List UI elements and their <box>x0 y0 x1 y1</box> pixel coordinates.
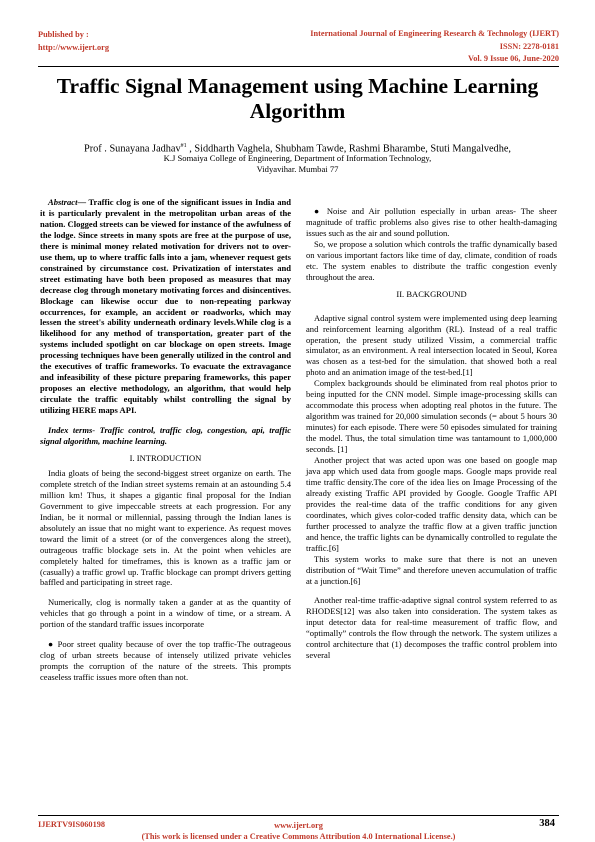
affiliation-line-1: K.J Somaiya College of Engineering, Department of Information Technology, <box>163 153 432 163</box>
header-publisher <box>38 28 109 54</box>
header-url-link[interactable]: http://www.ijert.org <box>38 43 109 52</box>
intro-bullet-2: ● Noise and Air pollution especially in urban areas- The sheer magnitude of traffic problems also gives rise to other health-damaging issues such as the air and sound pollution. <box>306 206 557 238</box>
left-column <box>40 197 291 683</box>
footer-rule <box>38 815 559 816</box>
paper-title: Traffic Signal Management using Machine Learning Algorithm <box>56 74 539 123</box>
background-paragraph-1: Adaptive signal control system were implemented using deep learning and reinforcement learning algorithm (RL). Instead of a real traffic operation, the present study utilized Vissim, a commercial traffic simulator, as an environment. A real intersection located in Seoul, Korea was chosen as a test-bed for the simulation. that showed both a real photo and an animation image of the test-bed.[1] <box>306 312 557 378</box>
header-issn: ISSN: 2278-0181 <box>499 41 559 51</box>
other-authors: , Siddharth Vaghela, Shubham Tawde, Rashmi Bharambe, Stuti Mangalvedhe, <box>186 143 511 155</box>
background-paragraph-4: This system works to make sure that there is not an uneven distribution of “Wait Time” and therefore uneven accumulation of traffic at a junction.[6] <box>306 553 557 586</box>
intro-paragraph-2: Numerically, clog is normally taken a gander at as the quantity of vehicles that go through a point in a window of time, or a stream. A portion of the standard traffic issues incorporate <box>40 597 291 630</box>
intro-paragraph-3: So, we propose a solution which controls the traffic dynamically based on various important factors like time of day, climate, condition of roads etc. The system enables to distribute the traffic congestion evenly throughout the area. <box>306 238 557 282</box>
author-superscript: #1 <box>180 143 187 149</box>
page-number: 384 <box>539 818 555 829</box>
footer-paper-id: IJERTV9IS060198 <box>38 820 106 829</box>
header-rule <box>38 66 559 67</box>
background-paragraph-2: Complex backgrounds should be eliminated from real photos prior to being inputted for the CNN model. Simple image-processing skills can accommodate this process when adopting real photos in the future. The algorithm was trained for 20,000 simulation seconds (= about 5 hours 30 minutes) for each episode. There were 50 episodes simulated for training the model. Thus, the total simulation time was tantamount to 1,000,000 seconds. [1] <box>306 378 557 455</box>
first-author: Prof . Sunayana Jadhav <box>84 143 181 155</box>
index-terms: Index terms- Traffic control, traffic clog, congestion, api, traffic signal algorithm, machine learning. <box>40 425 291 447</box>
footer-license: (This work is licensed under a Creative Commons Attribution 4.0 International License.) <box>141 832 456 841</box>
abstract-text: — Traffic clog is one of the significant issues in India and it is particularly prevalent in the metropolitan urban areas of the nation. Clogged streets can be viewed for instance of the awfulness of the lodge. Since streets in many spots are free at the purpose of use, there is minimal money related motivation for drivers not to over-use them, up to where traffic falls into a jam, whenever request gets constrained by circumstance cost. Privatization of interstates and street estimating have both been proposed as measures that may decrease clog through monetary motivating forces and disincentives. Blockage can likewise occur due to non-repeating parkway occurrences, for example, an accident or roadworks, which may lessen the street's ability underneath ordinary levels.While clog is a likelihood for any method of transportation, greater part of the systems included spotlight on car blockage on open streets. Image processing techniques have been generally utilized in the control and the executives of traffic frameworks. To evacuate the extravagance and infeasibility of these picture preparing frameworks, this paper proposes an elective methodology, an algorithm, that would help circulate the traffic equitably whilst controlling the signal by utilizing HERE maps API. <box>40 197 291 416</box>
section-2-heading: II. BACKGROUND <box>396 288 467 299</box>
header-published-by: Published by : <box>38 30 89 39</box>
header-journal-info <box>310 28 559 66</box>
affiliation <box>40 153 555 175</box>
intro-bullet-1: ● Poor street quality because of over the top traffic-The outrageous clog of urban streets because of intensely utilized private vehicles prompts the corruption of the nature of the streets. This prompts ceaseless traffic issues more often than not. <box>40 639 291 683</box>
abstract <box>40 197 291 416</box>
section-1-heading: I. INTRODUCTION <box>129 452 202 463</box>
background-paragraph-5: Another real-time traffic-adaptive signal control system referred to as RHODES[12] was also taken into consideration. The system takes as input detector data for real-time measurement of traffic flow, and “optimally” controls the flow through the network. The system utilizes a control architecture that (1) decomposes the traffic control problem into several <box>306 595 557 661</box>
affiliation-line-2: Vidyavihar. Mumbai 77 <box>256 164 339 174</box>
header-volume: Vol. 9 Issue 06, June-2020 <box>468 54 559 63</box>
right-column <box>306 197 557 661</box>
header-journal-name: International Journal of Engineering Research & Technology (IJERT) <box>310 29 559 38</box>
footer-center <box>38 820 559 842</box>
footer-url-link[interactable]: www.ijert.org <box>274 821 323 830</box>
abstract-label: Abstract <box>48 197 78 207</box>
background-paragraph-3: Another project that was acted upon was one based on google map java app which used data from google maps. Google maps provide real time traffic density.The core of the idea lies on Image Processing of the already existing Traffic API provided by Google. Google Traffic API provides the real-time data of the traffic conditions for any given coordinates, which gives color-coded traffic density data, which can be further processed to analyze the traffic flow at a given traffic junction and hence, the traffic lights can be dynamically controlled to regulate the traffic.[6] <box>306 455 557 553</box>
intro-paragraph-1: India gloats of being the second-biggest street organize on earth. The complete stretch of the Indian street systems remain at an astounding 5.4 million km! Thus, it shapes a gigantic final proposal for the Indian Government to give impeccable streets at each progression. For any Indian, be it normal or millennial, passing through the Indian lanes is absolutely an issue that no might want to experience. As request moves toward the limit of a street (or of the convergences along the street), outrageous traffic blockage sets in. At the point when vehicles are completely halted for timeframes, this is known as a traffic jam or (casually) a traffic growl up. Traffic blockage can prompt drivers getting baffled and participating in street rage. <box>40 467 291 588</box>
